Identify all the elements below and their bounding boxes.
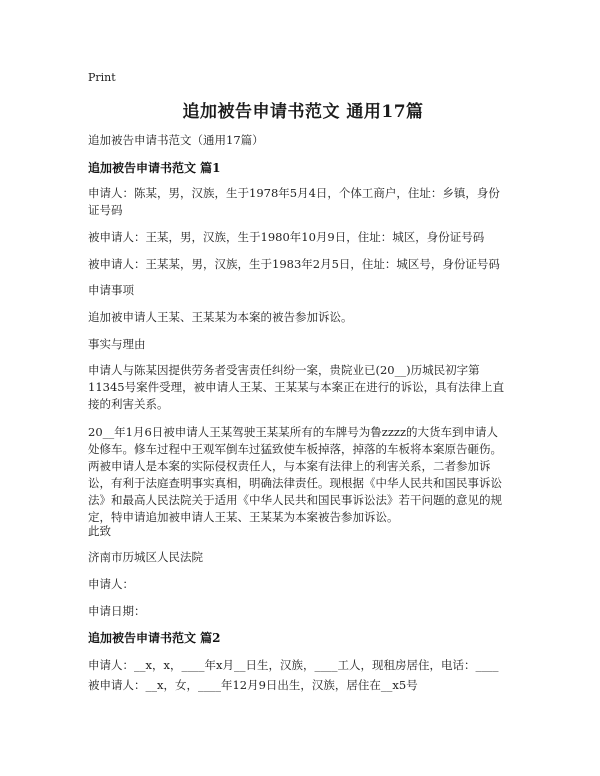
document-subtitle: 追加被告申请书范文（通用17篇） — [88, 133, 264, 147]
closing-text: 此致 — [88, 524, 111, 538]
court-name: 济南市历城区人民法院 — [88, 550, 203, 564]
page-title: 追加被告申请书范文 通用17篇 — [182, 102, 424, 122]
section1-heading: 追加被告申请书范文 篇1 — [88, 161, 221, 175]
date-line: 申请日期： — [88, 604, 146, 618]
section2-heading: 追加被告申请书范文 篇2 — [88, 631, 221, 645]
section2-applicant: 申请人：__x，x，____年x月__日生，汉族，____工人，现租房居住，电话：____ — [88, 658, 499, 672]
print-link[interactable]: Print — [88, 71, 116, 84]
respondent2-info: 被申请人：王某某，男，汉族，生于1983年2月5日，住址：城区号，身份证号码 — [88, 257, 500, 271]
facts-label: 事实与理由 — [88, 337, 146, 351]
matters-label: 申请事项 — [88, 283, 134, 297]
facts-paragraph-2: 20__年1月6日被申请人王某驾驶王某某所有的车牌号为鲁zzzz的大货车到申请人处修车。修车过程中王观军倒车过猛致使车板掉落，掉落的车板将本案原告砸伤。两被申请人是本案的实际侵权责任人，与本案有法律上的利害关系，二者参加诉讼，有利于法庭查明事实真相，明确法律责任。现根据《中华人民共和国民事诉讼法》和最高人民法院关于适用《中华人民共和国民事诉讼法》若干问题的意见的规定，特申请追加被申请人王某、王某某为本案被告参加诉讼。 — [88, 425, 502, 524]
signature-line: 申请人： — [88, 577, 134, 591]
facts-paragraph-1: 申请人与陈某因提供劳务者受害责任纠纷一案，贵院业已(20__)历城民初字第11345号案件受理，被申请人王某、王某某与本案正在进行的诉讼，具有法律上直接的利害关系。 — [88, 363, 505, 411]
applicant-info: 申请人：陈某，男，汉族，生于1978年5月4日，个体工商户，住址：乡镇，身份证号码 — [88, 186, 500, 217]
respondent1-info: 被申请人：王某，男，汉族，生于1980年10月9日，住址：城区，身份证号码 — [88, 230, 485, 244]
matters-text: 追加被申请人王某、王某某为本案的被告参加诉讼。 — [88, 310, 353, 324]
section2-respondent: 被申请人：__x，女，____年12月9日出生，汉族，居住在__x5号 — [88, 678, 418, 692]
